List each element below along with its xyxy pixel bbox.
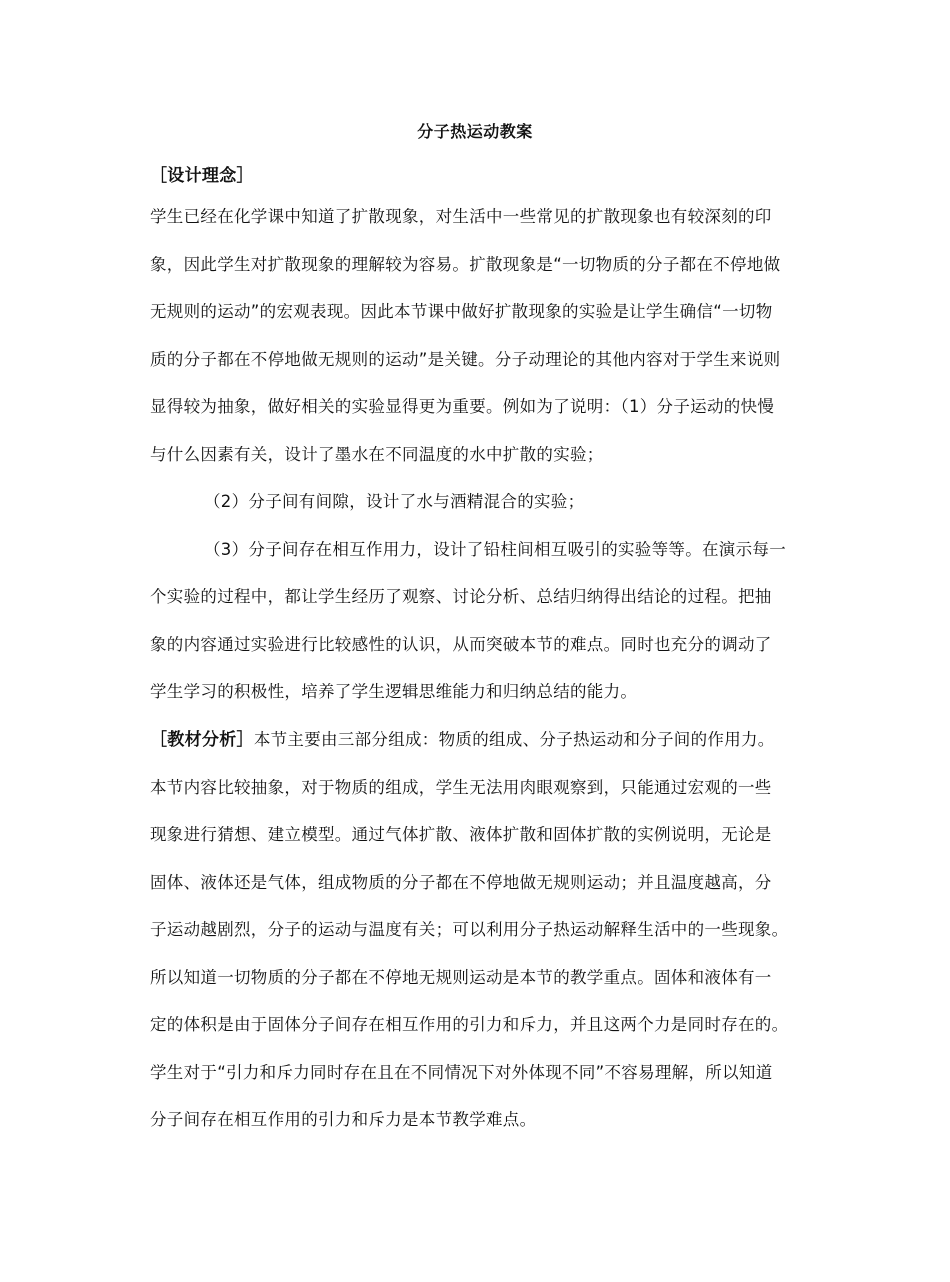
paragraph-line: 本节内容比较抽象，对于物质的组成，学生无法用肉眼观察到，只能通过宏观的一些	[150, 778, 772, 797]
paragraph-line: 与什么因素有关，设计了墨水在不同温度的水中扩散的实验；	[150, 445, 604, 464]
paragraph-line-point-3: （3）分子间存在相互作用力，设计了铅柱间相互吸引的实验等等。在演示每一	[204, 540, 786, 559]
paragraph-line: 分子间存在相互作用的引力和斥力是本节教学难点。	[150, 1110, 537, 1129]
section-heading-analysis: ［教材分析］	[150, 730, 254, 750]
paragraph-line: 固体、液体还是气体，组成物质的分子都在不停地做无规则运动；并且温度越高，分	[150, 873, 772, 892]
paragraph-line: 定的体积是由于固体分子间存在相互作用的引力和斥力，并且这两个力是同时存在的。	[150, 1015, 789, 1034]
paragraph-line: 无规则的运动”的宏观表现。因此本节课中做好扩散现象的实验是让学生确信“一切物	[150, 302, 773, 321]
paragraph-line: 显得较为抽象，做好相关的实验显得更为重要。例如为了说明：（1）分子运动的快慢	[150, 397, 775, 416]
paragraph-line: 质的分子都在不停地做无规则的运动”是关键。分子动理论的其他内容对于学生来说则	[150, 350, 781, 369]
paragraph-line-point-2: （2）分子间有间隙，设计了水与酒精混合的实验；	[204, 492, 585, 511]
paragraph-line: 学生对于“引力和斥力同时存在且在不同情况下对外体现不同”不容易理解，所以知道	[150, 1063, 773, 1082]
paragraph-line: 子运动越剧烈，分子的运动与温度有关；可以利用分子热运动解释生活中的一些现象。	[150, 920, 789, 939]
paragraph-line: 学生学习的积极性，培养了学生逻辑思维能力和归纳总结的能力。	[150, 682, 638, 701]
paragraph-line: 学生已经在化学课中知道了扩散现象，对生活中一些常见的扩散现象也有较深刻的印	[150, 207, 772, 226]
paragraph-line: 所以知道一切物质的分子都在不停地无规则运动是本节的教学重点。固体和液体有一	[150, 968, 772, 987]
paragraph-line: 个实验的过程中，都让学生经历了观察、讨论分析、总结归纳得出结论的过程。把抽	[150, 587, 772, 606]
paragraph-line: 象的内容通过实验进行比较感性的认识，从而突破本节的难点。同时也充分的调动了	[150, 635, 772, 654]
document-title: 分子热运动教案	[417, 122, 533, 141]
section-heading-design: ［设计理念］	[150, 166, 254, 186]
analysis-first-line-text: 本节主要由三部分组成：物质的组成、分子热运动和分子间的作用力。	[253, 730, 775, 749]
analysis-first-line	[150, 728, 810, 752]
paragraph-line: 现象进行猜想、建立模型。通过气体扩散、液体扩散和固体扩散的实例说明，无论是	[150, 825, 772, 844]
paragraph-line: 象，因此学生对扩散现象的理解较为容易。扩散现象是“一切物质的分子都在不停地做	[150, 255, 781, 274]
